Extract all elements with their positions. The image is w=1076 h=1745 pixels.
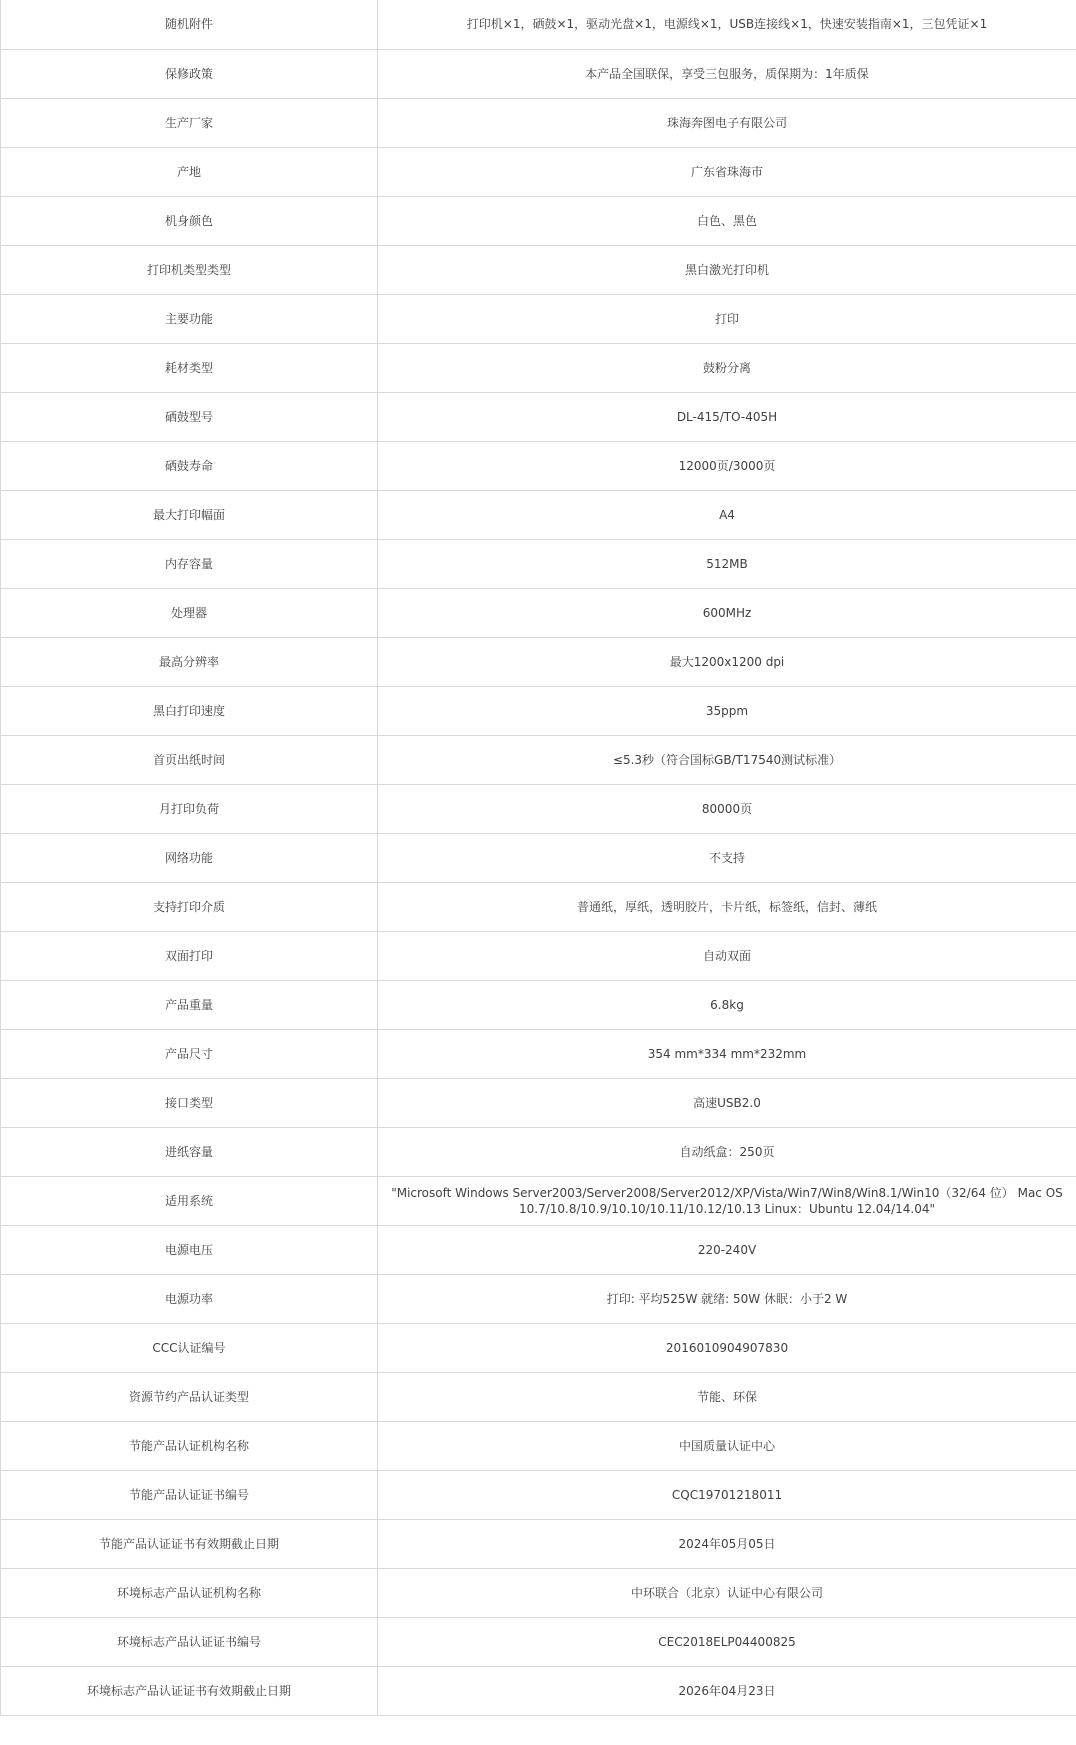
spec-label: 环境标志产品认证机构名称: [1, 1568, 378, 1617]
spec-row: [1, 196, 1076, 245]
spec-label: 月打印负荷: [1, 784, 378, 833]
spec-label: 适用系统: [1, 1176, 378, 1225]
spec-label: 产品重量: [1, 980, 378, 1029]
spec-row: [1, 1372, 1076, 1421]
spec-row: [1, 245, 1076, 294]
spec-label: 随机附件: [1, 0, 378, 49]
spec-label: 节能产品认证证书有效期截止日期: [1, 1519, 378, 1568]
spec-value: 打印: [378, 294, 1076, 343]
spec-value: 高速USB2.0: [378, 1078, 1076, 1127]
spec-row: [1, 1617, 1076, 1666]
spec-value: DL-415/TO-405H: [378, 392, 1076, 441]
spec-row: [1, 1666, 1076, 1715]
spec-row: [1, 0, 1076, 49]
spec-label: 电源功率: [1, 1274, 378, 1323]
spec-row: [1, 490, 1076, 539]
spec-row: [1, 1323, 1076, 1372]
spec-value: 打印机×1，硒鼓×1，驱动光盘×1，电源线×1，USB连接线×1，快速安装指南×1，三包凭证×1: [378, 0, 1076, 49]
spec-table-body: [1, 0, 1076, 1715]
spec-row: [1, 1029, 1076, 1078]
spec-value: ≤5.3秒（符合国标GB/T17540测试标准）: [378, 735, 1076, 784]
spec-value: 普通纸，厚纸，透明胶片，卡片纸，标签纸，信封、薄纸: [378, 882, 1076, 931]
spec-row: [1, 441, 1076, 490]
spec-label: 硒鼓型号: [1, 392, 378, 441]
spec-label: 节能产品认证机构名称: [1, 1421, 378, 1470]
spec-value: 80000页: [378, 784, 1076, 833]
spec-label: 产地: [1, 147, 378, 196]
spec-row: [1, 1568, 1076, 1617]
spec-label: 支持打印介质: [1, 882, 378, 931]
spec-label: 内存容量: [1, 539, 378, 588]
spec-value: 珠海奔图电子有限公司: [378, 98, 1076, 147]
spec-label: 接口类型: [1, 1078, 378, 1127]
spec-label: 产品尺寸: [1, 1029, 378, 1078]
spec-row: [1, 833, 1076, 882]
spec-value: 2016010904907830: [378, 1323, 1076, 1372]
spec-value: 中环联合（北京）认证中心有限公司: [378, 1568, 1076, 1617]
spec-value: 自动双面: [378, 931, 1076, 980]
spec-label: 硒鼓寿命: [1, 441, 378, 490]
spec-row: [1, 147, 1076, 196]
spec-row: [1, 343, 1076, 392]
spec-label: 网络功能: [1, 833, 378, 882]
spec-value: 354 mm*334 mm*232mm: [378, 1029, 1076, 1078]
spec-row: [1, 98, 1076, 147]
spec-value: 白色、黑色: [378, 196, 1076, 245]
spec-row: [1, 784, 1076, 833]
spec-row: [1, 1421, 1076, 1470]
spec-value: 黑白激光打印机: [378, 245, 1076, 294]
spec-value: CEC2018ELP04400825: [378, 1617, 1076, 1666]
spec-label: 双面打印: [1, 931, 378, 980]
spec-value: 自动纸盒：250页: [378, 1127, 1076, 1176]
spec-row: [1, 1127, 1076, 1176]
spec-value: 600MHz: [378, 588, 1076, 637]
spec-row: [1, 882, 1076, 931]
spec-value: "Microsoft Windows Server2003/Server2008/Server2012/XP/Vista/Win7/Win8/Win8.1/Win10（32/64 位） Mac OS 10.7/10.8/10.9/10.10/10.11/10.12/10.13 Linux：Ubuntu 12.04/14.04": [378, 1176, 1076, 1225]
spec-value: 广东省珠海市: [378, 147, 1076, 196]
spec-value: 本产品全国联保，享受三包服务，质保期为：1年质保: [378, 49, 1076, 98]
spec-row: [1, 1519, 1076, 1568]
spec-row: [1, 735, 1076, 784]
spec-row: [1, 539, 1076, 588]
spec-value: 节能、环保: [378, 1372, 1076, 1421]
spec-value: 12000页/3000页: [378, 441, 1076, 490]
spec-label: 节能产品认证证书编号: [1, 1470, 378, 1519]
spec-value: 6.8kg: [378, 980, 1076, 1029]
spec-label: 保修政策: [1, 49, 378, 98]
spec-row: [1, 49, 1076, 98]
spec-row: [1, 588, 1076, 637]
spec-value: 2024年05月05日: [378, 1519, 1076, 1568]
spec-label: 环境标志产品认证证书编号: [1, 1617, 378, 1666]
spec-label: 生产厂家: [1, 98, 378, 147]
spec-row: [1, 980, 1076, 1029]
spec-value: 中国质量认证中心: [378, 1421, 1076, 1470]
spec-value: 不支持: [378, 833, 1076, 882]
spec-row: [1, 294, 1076, 343]
spec-value: A4: [378, 490, 1076, 539]
spec-row: [1, 686, 1076, 735]
spec-label: 资源节约产品认证类型: [1, 1372, 378, 1421]
spec-row: [1, 637, 1076, 686]
spec-value: 512MB: [378, 539, 1076, 588]
spec-value: 最大1200x1200 dpi: [378, 637, 1076, 686]
spec-value: 220-240V: [378, 1225, 1076, 1274]
spec-value: CQC19701218011: [378, 1470, 1076, 1519]
spec-label: 黑白打印速度: [1, 686, 378, 735]
spec-row: [1, 1176, 1076, 1225]
spec-value: 打印: 平均525W 就绪: 50W 休眠：小于2 W: [378, 1274, 1076, 1323]
spec-label: 进纸容量: [1, 1127, 378, 1176]
spec-row: [1, 392, 1076, 441]
spec-label: 打印机类型类型: [1, 245, 378, 294]
spec-label: 最高分辨率: [1, 637, 378, 686]
spec-row: [1, 1470, 1076, 1519]
spec-label: CCC认证编号: [1, 1323, 378, 1372]
spec-value: 鼓粉分离: [378, 343, 1076, 392]
spec-row: [1, 1078, 1076, 1127]
spec-label: 机身颜色: [1, 196, 378, 245]
spec-value: 35ppm: [378, 686, 1076, 735]
spec-label: 首页出纸时间: [1, 735, 378, 784]
spec-label: 环境标志产品认证证书有效期截止日期: [1, 1666, 378, 1715]
spec-row: [1, 1225, 1076, 1274]
spec-label: 电源电压: [1, 1225, 378, 1274]
spec-label: 处理器: [1, 588, 378, 637]
spec-row: [1, 931, 1076, 980]
spec-label: 主要功能: [1, 294, 378, 343]
spec-value: 2026年04月23日: [378, 1666, 1076, 1715]
spec-row: [1, 1274, 1076, 1323]
spec-label: 耗材类型: [1, 343, 378, 392]
spec-label: 最大打印幅面: [1, 490, 378, 539]
